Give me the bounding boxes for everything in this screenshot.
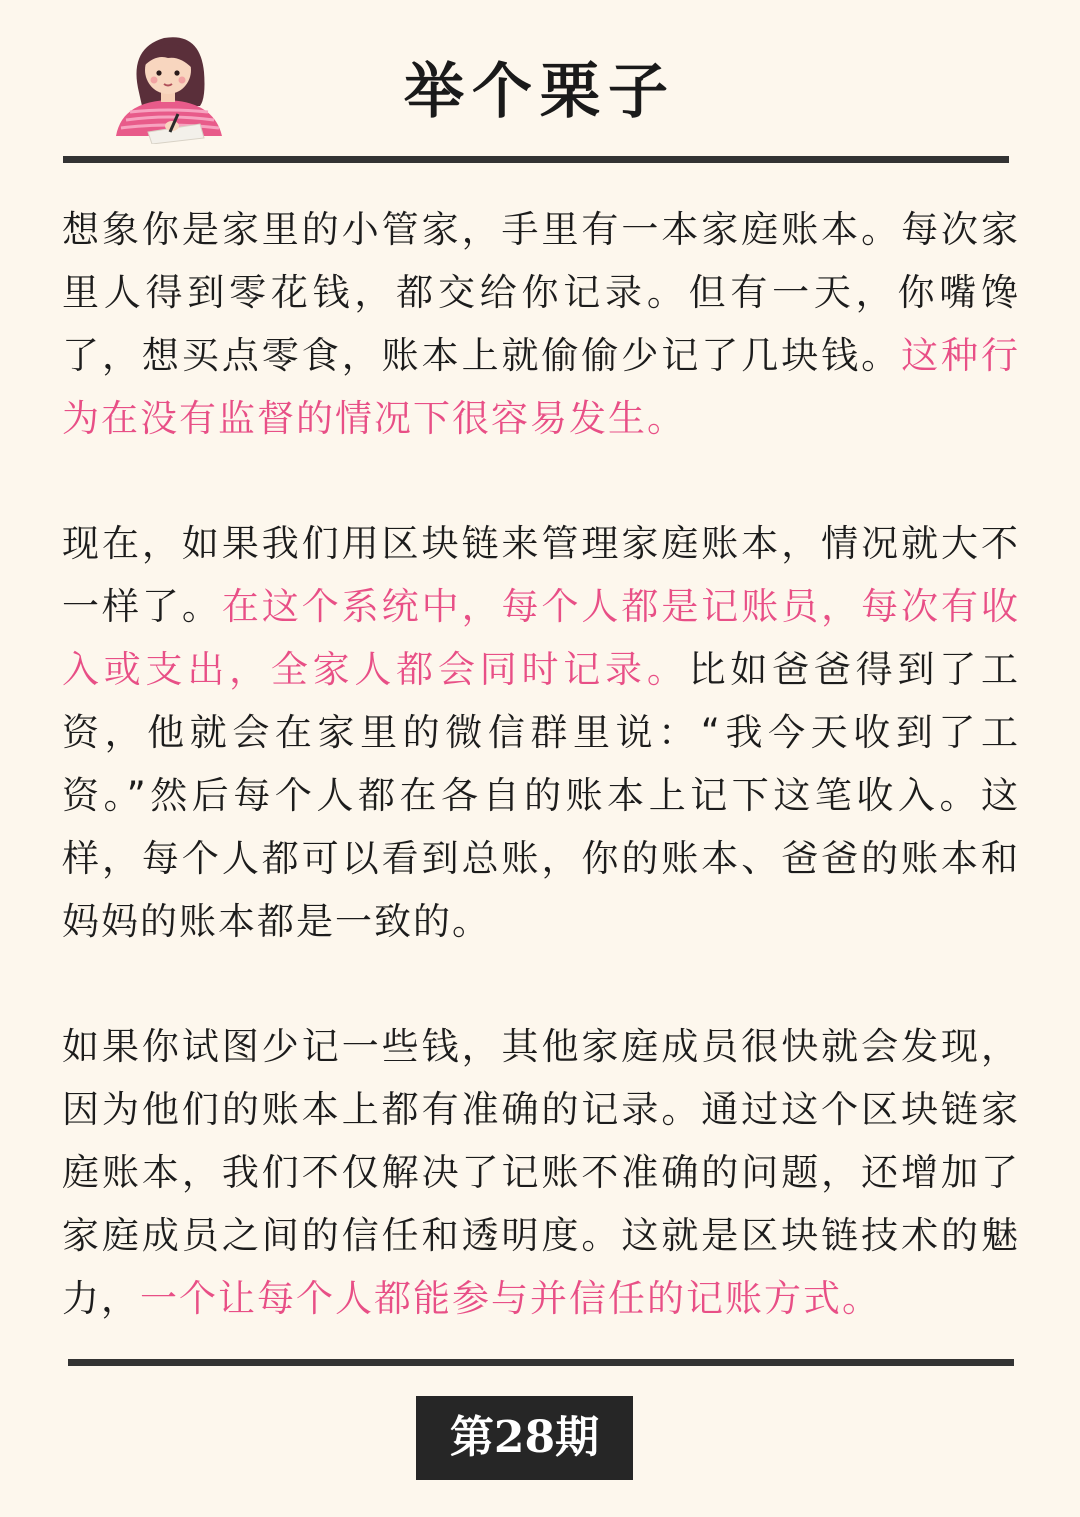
article-body (62, 198, 1020, 1392)
header (0, 0, 1080, 150)
girl-writing-icon (108, 28, 232, 144)
issue-badge: 第28期 (416, 1396, 633, 1480)
top-divider (63, 156, 1009, 163)
paragraph-3 (62, 1015, 1020, 1330)
text-segment: 想象你是家里的小管家，手里有一本家庭账本。每次家里人得到零花钱，都交给你记录。但有一天，你嘴馋了，想买点零食，账本上就偷偷少记了几块钱。 (62, 208, 1020, 377)
text-segment: 比如爸爸得到了工资，他就会在家里的微信群里说：“我今天收到了工资。”然后每个人都在各自的账本上记下这笔收入。这样，每个人都可以看到总账，你的账本、爸爸的账本和妈妈的账本都是一致的。 (62, 648, 1021, 943)
highlight-segment: 一个让每个人都能参与并信任的记账方式。 (140, 1277, 881, 1320)
paragraph-2 (62, 512, 1020, 953)
bottom-divider (68, 1359, 1014, 1366)
text-segment: 如果你试图少记一些钱，其他家庭成员很快就会发现，因为他们的账本上都有准确的记录。通过这个区块链家庭账本，我们不仅解决了记账不准确的问题，还增加了家庭成员之间的信任和透明度。这就是区块链技术的魅力， (62, 1025, 1020, 1320)
text-segment: 现在，如果我们用区块链来管理家庭账本，情况就大不一样了。 (62, 522, 1020, 628)
paragraph-1 (62, 198, 1020, 450)
highlight-segment: 这种行为在没有监督的情况下很容易发生。 (62, 334, 1021, 440)
page-title: 举个栗子 (404, 57, 676, 127)
highlight-segment: 在这个系统中，每个人都是记账员，每次有收入或支出，全家人都会同时记录。 (62, 585, 1021, 691)
